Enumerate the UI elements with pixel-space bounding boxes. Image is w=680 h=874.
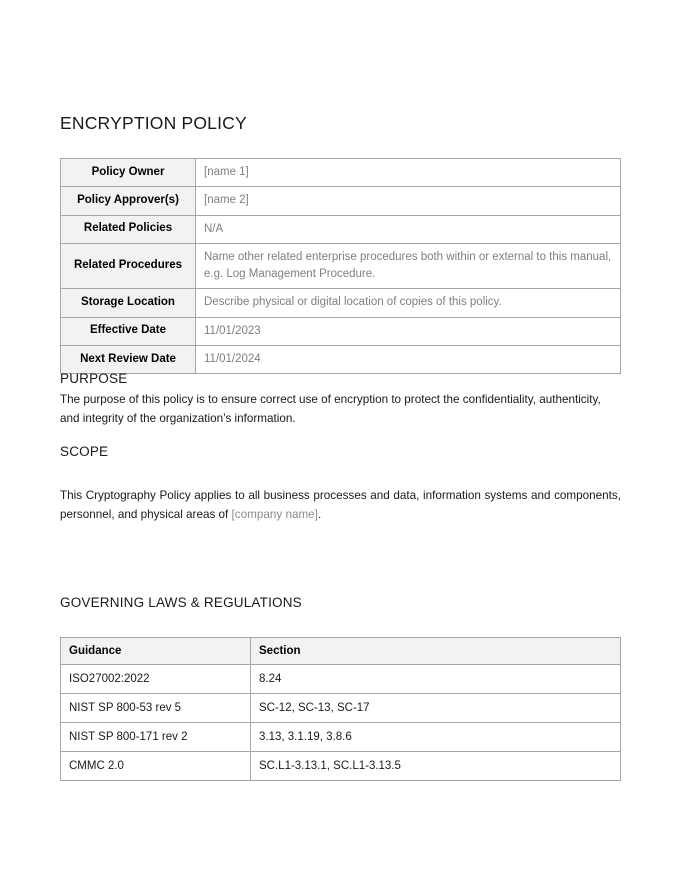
table-header-row xyxy=(61,638,621,665)
meta-label-next-review-date: Next Review Date xyxy=(61,345,196,373)
meta-label-related-procedures: Related Procedures xyxy=(61,243,196,289)
guidance-name-nist-800-53: NIST SP 800-53 rev 5 xyxy=(61,694,251,723)
table-row xyxy=(61,665,621,694)
guidance-section-cmmc: SC.L1-3.13.1, SC.L1-3.13.5 xyxy=(251,752,621,781)
guidance-name-nist-800-171: NIST SP 800-171 rev 2 xyxy=(61,723,251,752)
meta-value-policy-owner: [name 1] xyxy=(196,159,621,187)
page-title: ENCRYPTION POLICY xyxy=(60,113,247,133)
scope-text-suffix: . xyxy=(317,507,322,521)
scope-company-name-placeholder: [company name] xyxy=(231,507,318,521)
meta-label-policy-approvers: Policy Approver(s) xyxy=(61,187,196,215)
meta-value-related-procedures: Name other related enterprise procedures both within or external to this manual, e.g. Log Management Procedure. xyxy=(196,243,621,289)
meta-value-storage-location: Describe physical or digital location of copies of this policy. xyxy=(196,289,621,317)
table-row xyxy=(61,215,621,243)
section-heading-governing-laws: GOVERNING LAWS & REGULATIONS xyxy=(60,595,302,610)
section-body-scope xyxy=(60,487,621,525)
table-row xyxy=(61,187,621,215)
meta-label-policy-owner: Policy Owner xyxy=(61,159,196,187)
table-row xyxy=(61,345,621,373)
meta-value-next-review-date: 11/01/2024 xyxy=(196,345,621,373)
guidance-name-iso27002: ISO27002:2022 xyxy=(61,665,251,694)
scope-text-prefix: This Cryptography Policy applies to all business processes and data, information systems and components, personnel, and physical areas of xyxy=(60,489,621,521)
table-row xyxy=(61,694,621,723)
policy-metadata-table xyxy=(60,158,621,374)
meta-value-policy-approvers: [name 2] xyxy=(196,187,621,215)
table-row xyxy=(61,243,621,289)
section-heading-purpose: PURPOSE xyxy=(60,371,128,386)
guidance-section-nist-800-171: 3.13, 3.1.19, 3.8.6 xyxy=(251,723,621,752)
column-header-section: Section xyxy=(251,638,621,665)
table-row xyxy=(61,752,621,781)
section-body-purpose: The purpose of this policy is to ensure correct use of encryption to protect the confidentiality, authenticity, and integrity of the organization’s information. xyxy=(60,393,601,425)
meta-value-related-policies: N/A xyxy=(196,215,621,243)
table-row xyxy=(61,317,621,345)
guidance-section-iso27002: 8.24 xyxy=(251,665,621,694)
column-header-guidance: Guidance xyxy=(61,638,251,665)
table-row xyxy=(61,159,621,187)
meta-label-related-policies: Related Policies xyxy=(61,215,196,243)
table-row xyxy=(61,289,621,317)
table-row xyxy=(61,723,621,752)
guidance-name-cmmc: CMMC 2.0 xyxy=(61,752,251,781)
governing-laws-table xyxy=(60,637,621,781)
guidance-section-nist-800-53: SC-12, SC-13, SC-17 xyxy=(251,694,621,723)
meta-label-effective-date: Effective Date xyxy=(61,317,196,345)
meta-label-storage-location: Storage Location xyxy=(61,289,196,317)
meta-value-effective-date: 11/01/2023 xyxy=(196,317,621,345)
section-heading-scope: SCOPE xyxy=(60,444,109,459)
